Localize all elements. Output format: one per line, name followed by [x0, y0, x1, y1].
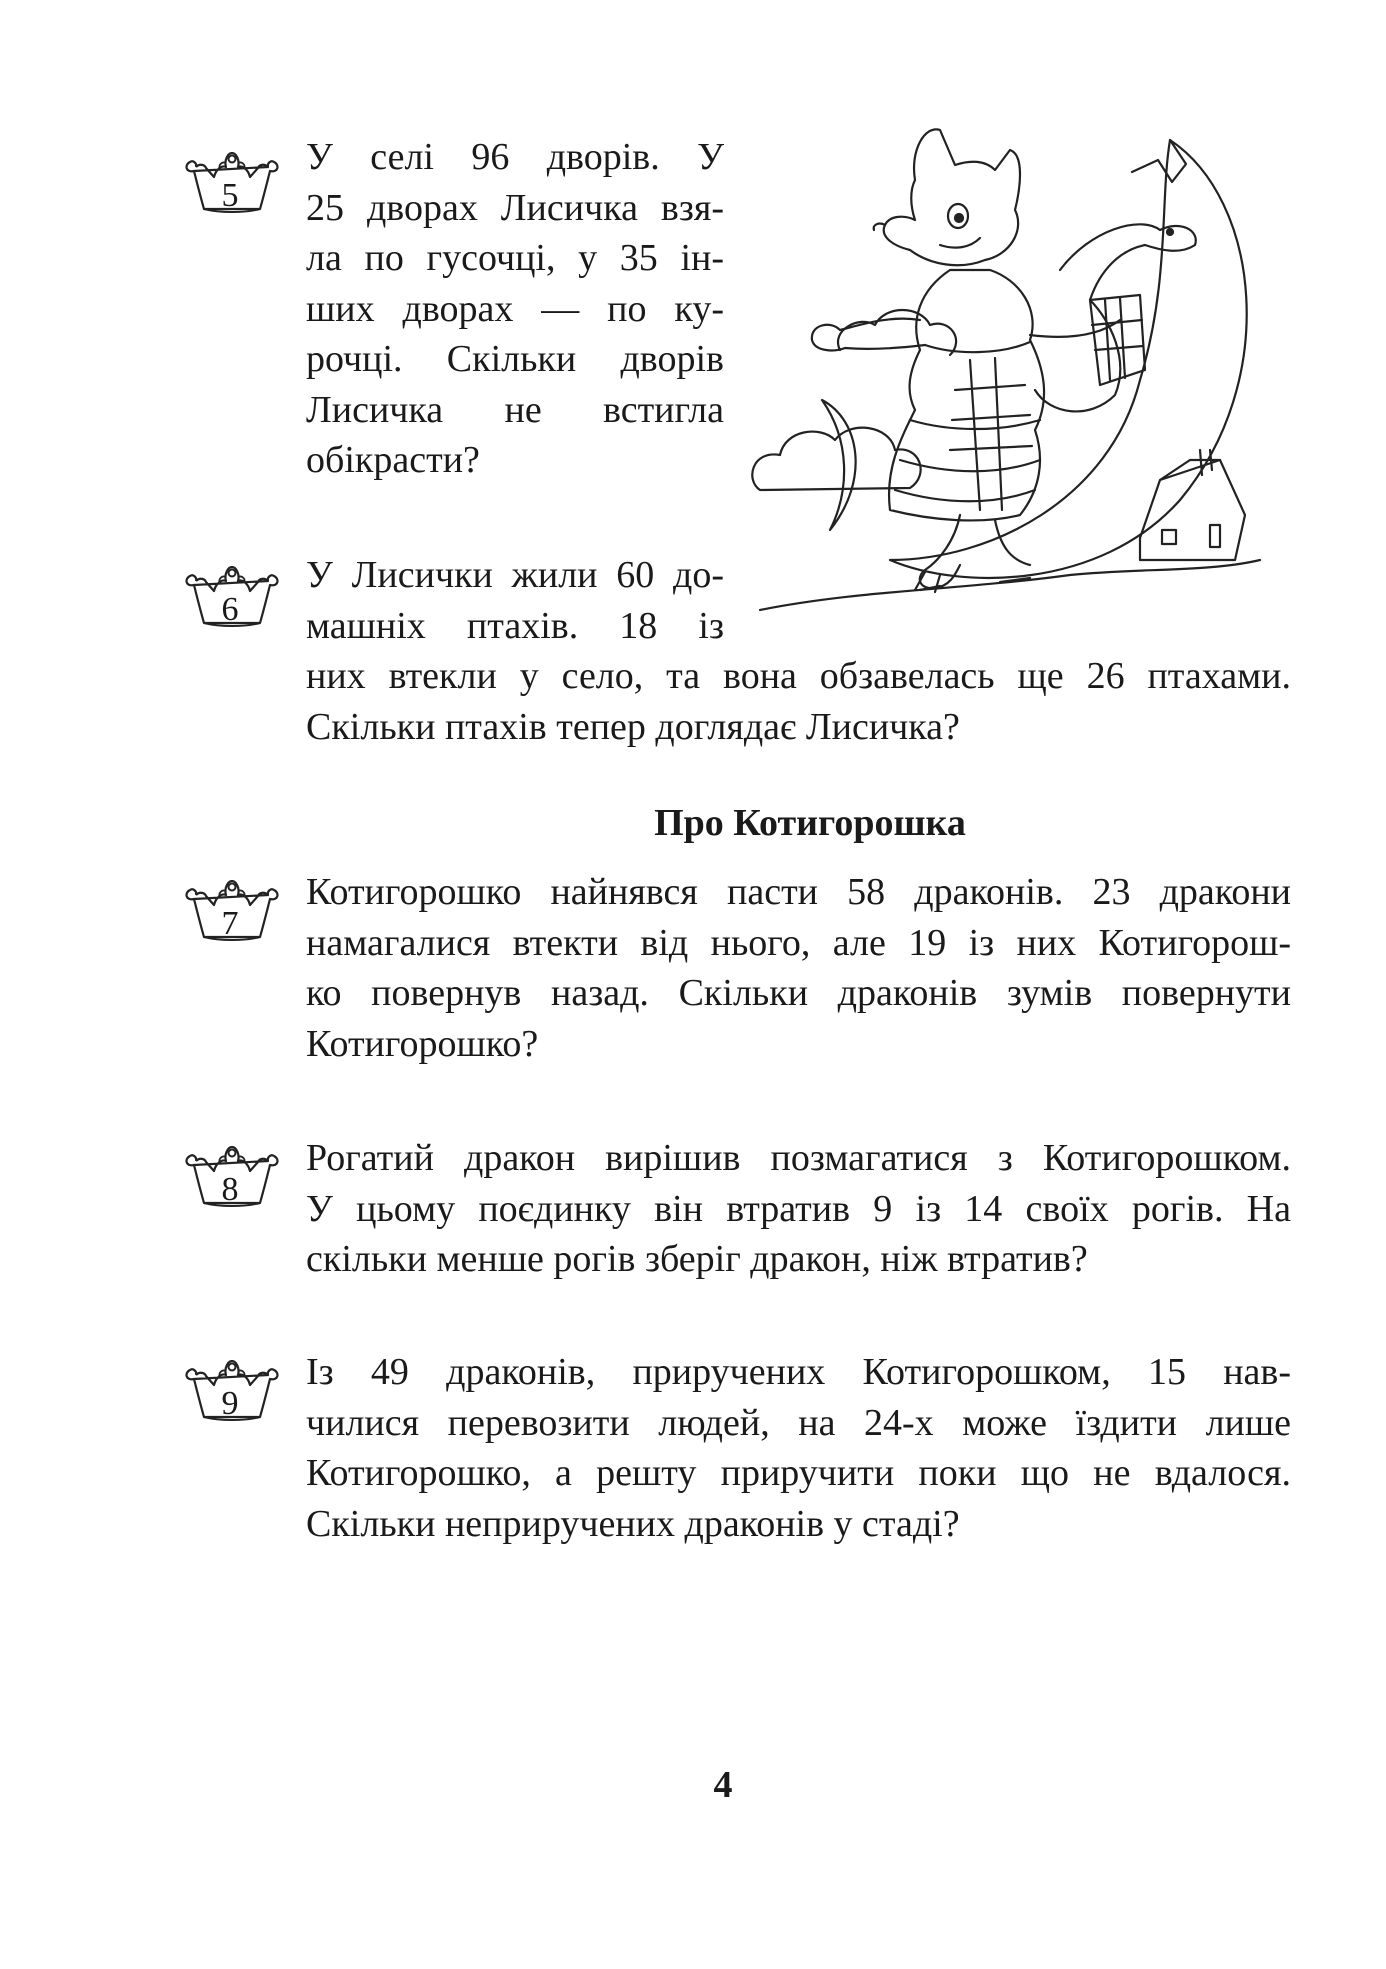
problem-6-text-top: У Лисички жили 60 до- машніх птахів. 18 із [306, 554, 724, 647]
fox-illustration [740, 120, 1270, 620]
problem-6-crown [180, 552, 280, 642]
problem-8-crown [180, 1132, 280, 1222]
problem-number: 7 [221, 905, 239, 942]
problem-number: 5 [221, 177, 239, 214]
problem-7-crown [180, 866, 280, 956]
problem-number: 8 [221, 1171, 239, 1208]
problem-number: 9 [221, 1385, 239, 1422]
problem-7-text: Котигорошко найнявся пасти 58 драконів. 23 дракони намагалися втекти від нього, але 19 із них Котигорош- ко повернув назад. Скільки драконів зумів повернути Котигорошко? [306, 871, 1291, 1065]
problem-8-text: Рогатий дракон вирішив позмагатися з Котигорошком. У цьому поєдинку він втратив 9 із 14 своїх рогів. На скільки менше рогів зберіг дракон, ніж втратив? [306, 1137, 1291, 1280]
problem-number: 6 [221, 591, 239, 628]
problem-5-text: У селі 96 дворів. У 25 дворах Лисичка взя- ла по гусочці, у 35 ін- ших дворах — по ку- рочці. Скільки дворів Лисичка не встигла обікрасти? [306, 136, 724, 481]
problem-5-crown [180, 138, 280, 228]
section-title: Про Котигорошка [654, 802, 966, 844]
problem-9-crown [180, 1346, 280, 1436]
problem-6-text-bottom: них втекли у село, та вона обзавелась ще 26 птахами. Скільки птахів тепер доглядає Лисичка? [306, 655, 1291, 748]
page-number: 4 [713, 1764, 733, 1806]
problem-9-text: Із 49 драконів, приручених Котигорошком, 15 нав- чилися перевозити людей, на 24-х може їздити лише Котигорошко, а решту приручити поки що не вдалося. Скільки неприручених драконів у стаді? [306, 1351, 1291, 1545]
